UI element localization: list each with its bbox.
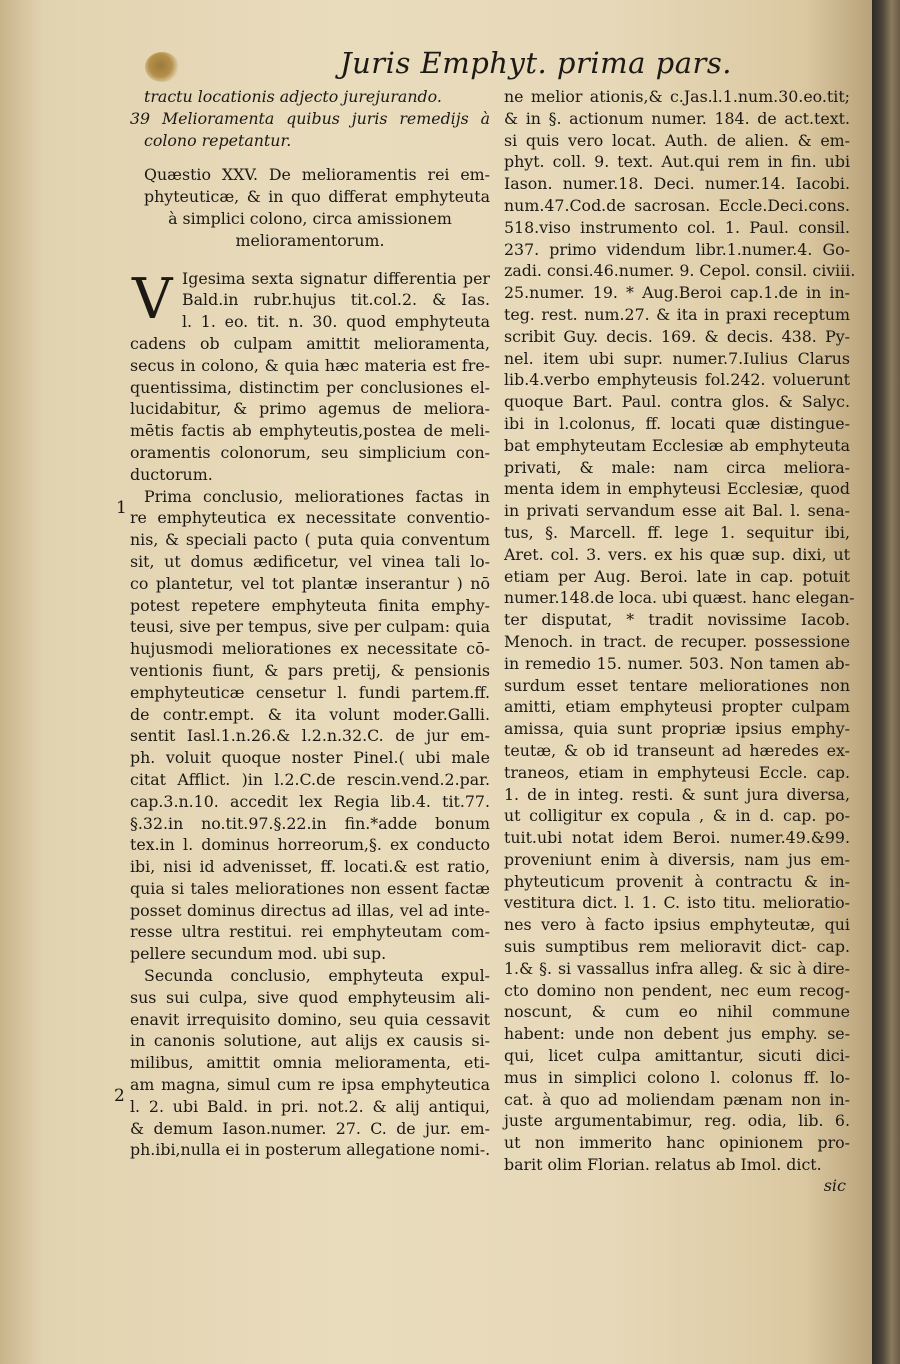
text-line: posset dominus directus ad illas, vel ad inte- [130, 900, 490, 920]
text-line: ibi, nisi id advenisset, ff. locati.& est ratio, [130, 857, 490, 877]
text-line: lucidabitur, & primo agemus de meliora- [130, 399, 490, 419]
text-line: §.32.in no.tit.97.§.22.in fin.*adde bonum [130, 813, 490, 833]
text-line: in canonis solutione, aut alijs ex causis si- [130, 1031, 490, 1051]
text-line: proveniunt enim à diversis, nam jus em- [504, 849, 850, 869]
text-line: l. 1. eo. tit. n. 30. quod emphyteuta [182, 312, 490, 332]
left-body-text [130, 333, 490, 1161]
text-line: tuit.ubi notat idem Beroi. numer.49.&99. [504, 828, 850, 848]
text-line: Igesima sexta signatur differentia per [182, 268, 490, 288]
text-line: citat Afflict. )in l.2.C.de rescin.vend.2.par. [130, 769, 490, 789]
text-line: mus in simplici colono l. colonus ff. lo- [504, 1067, 850, 1087]
text-line: in remedio 15. numer. 503. Non tamen ab- [504, 653, 850, 673]
text-line: ph.ibi,nulla ei in posterum allegatione nomi-. [130, 1140, 491, 1160]
text-line: ventionis fiunt, & pars pretij, & pensionis [130, 660, 490, 680]
text-line: quentissima, distinctim per conclusiones el- [130, 377, 490, 397]
text-line: num.47.Cod.de sacrosan. Eccle.Deci.cons. [504, 195, 850, 215]
text-line: in privati servandum esse ait Bal. l. sena- [504, 501, 850, 521]
margin-number-1: 1 [116, 498, 127, 518]
text-line: Aret. col. 3. vers. ex his quæ sup. dixi, ut [504, 544, 850, 564]
text-line: & in §. actionum numer. 184. de act.text. [504, 108, 850, 128]
text-line: amissa, quia sunt propriæ ipsius emphy- [504, 719, 850, 739]
text-line: colono repetantur. [144, 130, 292, 150]
text-line: lib.4.verbo emphyteusis fol.242. voluerunt [504, 370, 850, 390]
text-line: l. 2. ubi Bald. in pri. not.2. & alij antiqui, [130, 1096, 490, 1116]
dropcap-lines [130, 268, 490, 333]
text-line: tex.in l. dominus horreorum,§. ex conducto [130, 835, 490, 855]
text-line: am magna, simul cum re ipsa emphyteutica [130, 1075, 490, 1095]
text-line: barit olim Florian. relatus ab Imol. dict. [504, 1155, 822, 1175]
text-line: menta idem in emphyteusi Ecclesiæ, quod [504, 479, 850, 499]
text-line: nis, & speciali pacto ( puta quia conventum [130, 530, 490, 550]
text-line: bat emphyteutam Ecclesiæ ab emphyteuta [504, 435, 850, 455]
right-column [504, 86, 856, 1196]
text-line: quia si tales meliorationes non essent factæ [130, 878, 490, 898]
text-line: Quæstio XXV. De melioramentis rei em- [144, 165, 490, 185]
text-line: re emphyteutica ex necessitate conventio- [130, 508, 490, 528]
text-line: Menoch. in tract. de recuper. possessione [504, 631, 850, 651]
text-line: privati, & male: nam circa meliora- [504, 457, 850, 477]
next-page-edge [872, 0, 900, 1364]
text-line: & demum Iason.numer. 27. C. de jur. em- [130, 1118, 490, 1138]
text-line: Prima conclusio, meliorationes factas in [144, 486, 490, 506]
text-line: scribit Guy. decis. 169. & decis. 438. Py- [504, 326, 850, 346]
dropcap-paragraph [130, 268, 490, 333]
text-line: sit, ut domus ædificetur, vel vinea tali lo- [130, 551, 490, 571]
text-line: nel. item ubi supr. numer.7.Iulius Clarus [504, 348, 850, 368]
text-line: noscunt, & cum eo nihil commune [504, 1002, 850, 1022]
text-line: ut colligitur ex copula , & in d. cap. po- [504, 806, 850, 826]
text-line: Bald.in rubr.hujus tit.col.2. & Ias. [182, 290, 490, 310]
text-line: teusi, sive per tempus, sive per culpam: quia [130, 617, 490, 637]
text-line: 1.& §. si vassallus infra alleg. & sic à dire- [504, 958, 850, 978]
text-line: resse ultra restitui. rei emphyteutam com- [130, 922, 490, 942]
text-line: si quis vero locat. Auth. de alien. & em- [504, 130, 850, 150]
text-line: emphyteuticæ censetur l. fundi partem.ff. [130, 682, 490, 702]
left-column [130, 86, 490, 1161]
text-line: secus in colono, & quia hæc materia est fre- [130, 355, 490, 375]
text-line: ductorum. [130, 464, 213, 484]
text-line: 237. primo videndum libr.1.numer.4. Go- [504, 239, 850, 259]
text-line: teg. rest. num.27. & ita in praxi receptum [504, 304, 850, 324]
question-heading [130, 164, 490, 251]
text-line: numer.148.de loca. ubi quæst. hanc elegan- [504, 588, 855, 608]
text-line: tus, §. Marcell. ff. lege 1. sequitur ibi, [504, 522, 850, 542]
text-line: milibus, amittit omnia melioramenta, eti- [130, 1053, 490, 1073]
text-line: ibi in l.colonus, ff. locati quæ distingue- [504, 413, 850, 433]
text-line: pellere secundum mod. ubi sup. [130, 944, 387, 964]
text-line: phyteuticum provenit à contractu & in- [504, 871, 850, 891]
text-line: co plantetur, vel tot plantæ inserantur ) nō [130, 573, 490, 593]
text-line: ut non immerito hanc opinionem pro- [504, 1133, 850, 1153]
text-line: phyteuticæ, & in quo differat emphyteuta [144, 187, 490, 207]
text-line: oramentis colonorum, seu simplicium con- [130, 442, 490, 462]
ink-stain [145, 52, 179, 82]
text-line: cat. à quo ad moliendam pænam non in- [504, 1089, 850, 1109]
text-line: vestitura dict. l. 1. C. isto titu. melioratio- [504, 893, 850, 913]
text-line: ne melior ationis,& c.Jas.l.1.num.30.eo.tit; [504, 87, 850, 106]
running-title: Juris Emphyt. prima pars. [340, 46, 732, 80]
text-line: quoque Bart. Paul. contra glos. & Salyc. [504, 392, 850, 412]
text-line: qui, licet culpa amittantur, sicuti dici- [504, 1046, 850, 1066]
text-line: cadens ob culpam amittit melioramenta, [130, 333, 490, 353]
text-line: teutæ, & ob id transeunt ad hæredes ex- [504, 740, 850, 760]
text-line: surdum esset tentare meliorationes non [504, 675, 850, 695]
text-line: traneos, etiam in emphyteusi Eccle. cap. [504, 762, 850, 782]
text-line: mētis factis ab emphyteutis,postea de meli- [130, 421, 490, 441]
text-line: sentit Iasl.1.n.26.& l.2.n.32.C. de jur em- [130, 726, 490, 746]
text-line: 1. de in integ. resti. & sunt jura diversa, [504, 784, 850, 804]
text-line: amitti, etiam emphyteusi propter culpam [504, 697, 850, 717]
text-line: melioramentorum. [235, 230, 385, 250]
text-line: zadi. consi.46.numer. 9. Cepol. consil. civiii. [504, 261, 856, 281]
text-line: sus sui culpa, sive quod emphyteusim ali- [130, 987, 490, 1007]
text-line: enavit irrequisito domino, seu quia cessavit [130, 1009, 490, 1029]
text-line: suis sumptibus rem melioravit dict- cap. [504, 937, 850, 957]
text-line: etiam per Aug. Beroi. late in cap. potuit [504, 566, 850, 586]
text-line: 518.viso instrumento col. 1. Paul. consil. [504, 217, 850, 237]
text-line: cto domino non pendent, nec eum recog- [504, 980, 850, 1000]
text-line: phyt. coll. 9. text. Aut.qui rem in fin. ubi [504, 152, 850, 172]
margin-number-2: 2 [114, 1086, 125, 1106]
text-line: habent: unde non debent jus emphy. se- [504, 1024, 850, 1044]
text-line: de contr.empt. & ita volunt moder.Galli. [130, 704, 490, 724]
catchword: sic [823, 1175, 846, 1195]
text-line: 39 Melioramenta quibus juris remedijs à [130, 108, 490, 128]
summary-block [130, 86, 490, 151]
text-line: Iason. numer.18. Deci. numer.14. Iacobi. [504, 174, 850, 194]
text-line: ph. voluit quoque noster Pinel.( ubi male [130, 748, 490, 768]
right-body-text [504, 86, 856, 1176]
text-line: Secunda conclusio, emphyteuta expul- [144, 966, 490, 986]
text-line: potest repetere emphyteuta finita emphy- [130, 595, 490, 615]
text-line: 25.numer. 19. * Aug.Beroi cap.1.de in in- [504, 283, 850, 303]
dropcap-letter: V [132, 266, 173, 332]
text-line: à simplici colono, circa amissionem [168, 208, 452, 228]
text-line: hujusmodi meliorationes ex necessitate cō- [130, 639, 490, 659]
text-line: juste argumentabimur, reg. odia, lib. 6. [504, 1111, 850, 1131]
text-line: nes vero à facto ipsius emphyteutæ, qui [504, 915, 850, 935]
text-line: tractu locationis adjecto jurejurando. [144, 87, 442, 106]
text-line: cap.3.n.10. accedit lex Regia lib.4. tit.77. [130, 791, 490, 811]
text-line: ter disputat, * tradit novissime Iacob. [504, 610, 850, 630]
